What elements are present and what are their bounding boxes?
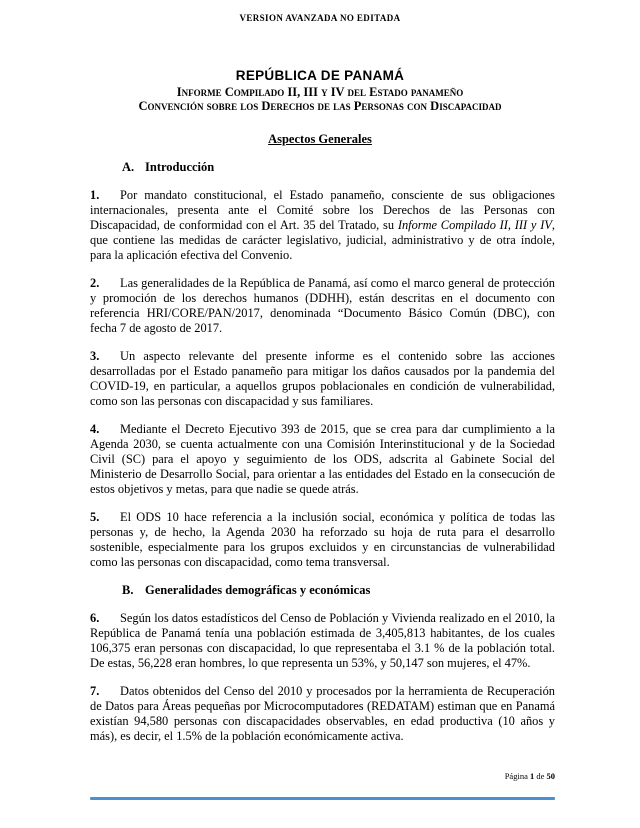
heading-letter: A.	[122, 160, 135, 174]
paragraph-text: Un aspecto relevante del presente informe es el contenido sobre las acciones desarrolladas por el Estado panameño para mitigar los daños causados por la pandemia del COVID-19, en particular, a aquellos grupos poblacionales en condición de vulnerabilidad, como son las personas con discapacidad y sus familiares.	[90, 349, 555, 408]
page-number-label: Página	[504, 771, 530, 781]
paragraph-3	[90, 349, 555, 409]
paragraph-number: 1.	[90, 188, 100, 202]
heading-text: Generalidades demográficas y económicas	[145, 583, 371, 597]
page-number	[505, 771, 555, 781]
section-title	[0, 132, 640, 147]
paragraph-7	[90, 684, 555, 744]
paragraph-number: 4.	[90, 422, 100, 436]
report-subtitle: Informe Compilado II, III y IV del Estado panameño	[176, 85, 464, 99]
title-block	[0, 68, 640, 113]
paragraph-text: Datos obtenidos del Censo del 2010 y procesados por la herramienta de Recuperación de Datos para Áreas pequeñas por Microcomputadores (REDATAM) estiman que en Panamá existían 94,580 personas con discapacidades observables, en edad productiva (10 años y más), es decir, el 1.5% de la población económicamente activa.	[90, 684, 555, 743]
heading-text: Introducción	[145, 160, 215, 174]
page-number-separator: de	[534, 771, 547, 781]
paragraph-text: Mediante el Decreto Ejecutivo 393 de 2015, que se crea para dar cumplimiento a la Agenda 2030, se cuenta actualmente con una Comisión Interinstitucional y de la Sociedad Civil (SC) para el apoyo y seguimiento de los ODS, adscrita al Gabinete Social del Ministerio de Desarrollo Social, para orientar a las entidades del Estado en la consecución de estos objetivos y metas, para que nadie se quede atrás.	[90, 422, 555, 496]
draft-status-header: VERSION AVANZADA NO EDITADA	[239, 13, 401, 23]
section-title-text: Aspectos Generales	[268, 132, 372, 146]
paragraph-text-segment: Por mandato constitucional, el Estado panameño, consciente de sus obligaciones internacionales, presenta ante el Comité sobre los Derechos de las Personas con Discapacidad, de conformidad con el Art. 35 del Tratado, su	[90, 188, 555, 232]
paragraph-text: El ODS 10 hace referencia a la inclusión social, económica y política de todas las personas y, de hecho, la Agenda 2030 ha reforzado su hoja de ruta para el desarrollo sostenible, especialmente para los grupos excluidos y en circunstancias de vulnerabilidad como las personas con discapacidad, como tema transversal.	[90, 510, 555, 569]
paragraph-number: 2.	[90, 276, 100, 290]
paragraph-6	[90, 611, 555, 671]
heading-letter: B.	[122, 583, 134, 597]
footer-divider	[90, 797, 555, 800]
paragraph-text: Según los datos estadísticos del Censo de Población y Vivienda realizado en el 2010, la República de Panamá tenía una población estimada de 3,405,813 habitantes, de los cuales 106,375 eran personas con discapacidad, lo que representaba el 3.1 % de la población total. De estas, 56,228 eran hombres, lo que representa un 53%, y 50,147 son mujeres, el 47%.	[90, 611, 555, 670]
paragraph-number: 6.	[90, 611, 100, 625]
paragraph-text: Las generalidades de la República de Panamá, así como el marco general de protección y promoción de los derechos humanos (DDHH), están descritas en el documento con referencia HRI/CORE/PAN/2017, denominada “Documento Básico Común (DBC), con fecha 7 de agosto de 2017.	[90, 276, 555, 335]
paragraph-number: 7.	[90, 684, 100, 698]
paragraph-number: 3.	[90, 349, 100, 363]
paragraph-text-segment: , que contiene las medidas de carácter legislativo, judicial, administrativo y de otra índole, para la aplicación efectiva del Convenio.	[90, 218, 555, 262]
paragraph-2	[90, 276, 555, 336]
heading-b-generalidades	[90, 583, 555, 598]
paragraph-number: 5.	[90, 510, 100, 524]
paragraph-4	[90, 422, 555, 497]
page-title: REPÚBLICA DE PANAMÁ	[235, 68, 405, 83]
paragraph-1	[90, 188, 555, 263]
convention-subtitle: Convención sobre los Derechos de las Personas con Discapacidad	[138, 98, 502, 113]
document-body	[90, 160, 555, 757]
paragraph-5	[90, 510, 555, 570]
heading-a-introduccion	[90, 160, 555, 175]
paragraph-italic-segment: Informe Compilado II, III y IV	[397, 218, 552, 232]
page-number-current: 1	[529, 771, 535, 781]
page-number-total: 50	[546, 771, 555, 781]
